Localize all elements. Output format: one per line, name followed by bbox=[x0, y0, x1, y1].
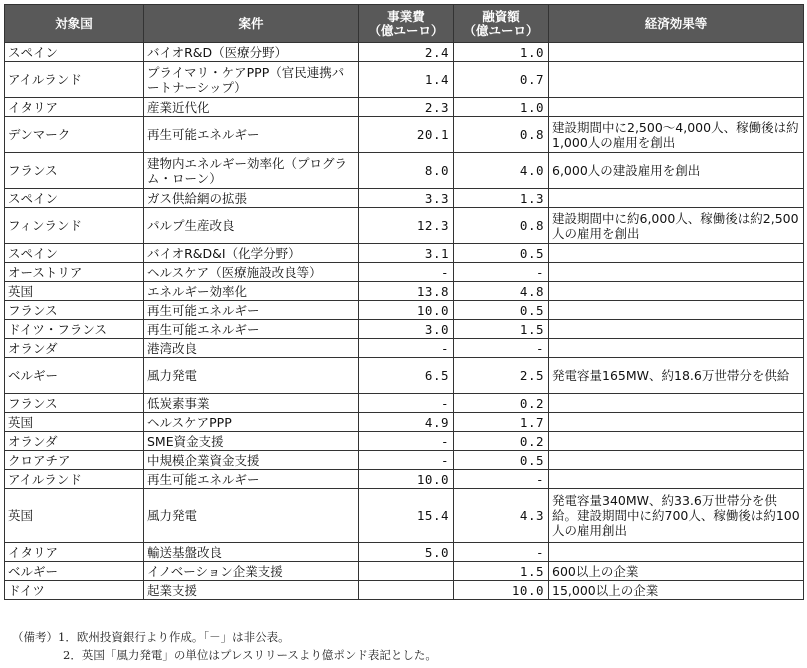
header-project: 案件 bbox=[144, 5, 359, 43]
cell-loan: 0.7 bbox=[454, 62, 549, 98]
cell-effect bbox=[549, 244, 804, 263]
cell-effect bbox=[549, 282, 804, 301]
cell-project: 再生可能エネルギー bbox=[144, 117, 359, 153]
cell-effect bbox=[549, 320, 804, 339]
cell-loan: 4.0 bbox=[454, 153, 549, 189]
table-row bbox=[5, 263, 804, 282]
header-loan-label: 融資額 bbox=[482, 8, 520, 24]
cell-country: 英国 bbox=[5, 413, 144, 432]
cell-loan: 1.5 bbox=[454, 562, 549, 581]
cell-country: ドイツ bbox=[5, 581, 144, 600]
cell-effect bbox=[549, 394, 804, 413]
cell-country: フランス bbox=[5, 301, 144, 320]
cell-loan: 0.2 bbox=[454, 394, 549, 413]
table-row bbox=[5, 562, 804, 581]
cell-loan: 1.0 bbox=[454, 98, 549, 117]
cell-cost: 8.0 bbox=[359, 153, 454, 189]
cell-cost: 12.3 bbox=[359, 208, 454, 244]
cell-loan: - bbox=[454, 263, 549, 282]
header-row bbox=[5, 5, 804, 43]
cell-cost: 3.1 bbox=[359, 244, 454, 263]
cell-effect bbox=[549, 43, 804, 62]
cell-country: スペイン bbox=[5, 244, 144, 263]
cell-loan: 4.3 bbox=[454, 489, 549, 543]
eib-projects-table bbox=[4, 4, 804, 600]
cell-cost: 6.5 bbox=[359, 358, 454, 394]
cell-cost: 3.3 bbox=[359, 189, 454, 208]
table-row bbox=[5, 489, 804, 543]
cell-loan: 0.8 bbox=[454, 117, 549, 153]
cell-country: フランス bbox=[5, 153, 144, 189]
cell-cost bbox=[359, 562, 454, 581]
cell-loan: 4.8 bbox=[454, 282, 549, 301]
cell-project: 起業支援 bbox=[144, 581, 359, 600]
cell-effect bbox=[549, 62, 804, 98]
cell-country: デンマーク bbox=[5, 117, 144, 153]
table-row bbox=[5, 62, 804, 98]
table-row bbox=[5, 282, 804, 301]
cell-cost: 2.4 bbox=[359, 43, 454, 62]
cell-country: 英国 bbox=[5, 489, 144, 543]
cell-country: アイルランド bbox=[5, 470, 144, 489]
cell-loan: 1.0 bbox=[454, 43, 549, 62]
cell-effect bbox=[549, 339, 804, 358]
cell-cost: 1.4 bbox=[359, 62, 454, 98]
cell-project: プライマリ・ケアPPP（官民連携パートナーシップ） bbox=[144, 62, 359, 98]
cell-project: 再生可能エネルギー bbox=[144, 301, 359, 320]
table-row bbox=[5, 394, 804, 413]
header-effect: 経済効果等 bbox=[549, 5, 804, 43]
cell-project: エネルギー効率化 bbox=[144, 282, 359, 301]
cell-project: ヘルスケアPPP bbox=[144, 413, 359, 432]
cell-country: イタリア bbox=[5, 543, 144, 562]
cell-effect: 15,000以上の企業 bbox=[549, 581, 804, 600]
header-loan-unit: （億ユーロ） bbox=[463, 22, 539, 38]
table-row bbox=[5, 301, 804, 320]
cell-country: スペイン bbox=[5, 189, 144, 208]
table-row bbox=[5, 581, 804, 600]
cell-cost: 15.4 bbox=[359, 489, 454, 543]
cell-project: 港湾改良 bbox=[144, 339, 359, 358]
cell-project: 風力発電 bbox=[144, 489, 359, 543]
cell-loan: 0.8 bbox=[454, 208, 549, 244]
header-cost-label: 事業費 bbox=[387, 8, 425, 24]
cell-cost: 4.9 bbox=[359, 413, 454, 432]
table-row bbox=[5, 451, 804, 470]
cell-project: 中規模企業資金支援 bbox=[144, 451, 359, 470]
cell-cost: - bbox=[359, 432, 454, 451]
cell-cost: - bbox=[359, 451, 454, 470]
cell-effect: 建設期間中に約6,000人、稼働後は約2,500人の雇用を創出 bbox=[549, 208, 804, 244]
cell-project: バイオR&D&I（化学分野） bbox=[144, 244, 359, 263]
cell-loan: 10.0 bbox=[454, 581, 549, 600]
table-row bbox=[5, 470, 804, 489]
cell-country: 英国 bbox=[5, 282, 144, 301]
cell-project: 産業近代化 bbox=[144, 98, 359, 117]
note-line-2: 2．英国「風力発電」の単位はプレスリリースより億ポンド表記とした。 bbox=[63, 648, 437, 662]
cell-cost bbox=[359, 581, 454, 600]
cell-effect bbox=[549, 543, 804, 562]
note-line-1: （備考）1．欧州投資銀行より作成。「－」は非公表。 bbox=[12, 630, 290, 644]
cell-project: 建物内エネルギー効率化（プログラム・ローン） bbox=[144, 153, 359, 189]
cell-cost: - bbox=[359, 263, 454, 282]
cell-loan: - bbox=[454, 470, 549, 489]
table-row bbox=[5, 358, 804, 394]
cell-country: アイルランド bbox=[5, 62, 144, 98]
cell-cost: - bbox=[359, 394, 454, 413]
cell-project: ヘルスケア（医療施設改良等） bbox=[144, 263, 359, 282]
cell-cost: 10.0 bbox=[359, 301, 454, 320]
cell-loan: 1.5 bbox=[454, 320, 549, 339]
cell-project: バイオR&D（医療分野） bbox=[144, 43, 359, 62]
cell-project: イノベーション企業支援 bbox=[144, 562, 359, 581]
notes bbox=[12, 628, 437, 664]
cell-cost: 2.3 bbox=[359, 98, 454, 117]
cell-cost: 3.0 bbox=[359, 320, 454, 339]
cell-effect bbox=[549, 451, 804, 470]
table-row bbox=[5, 543, 804, 562]
cell-loan: 0.2 bbox=[454, 432, 549, 451]
header-country: 対象国 bbox=[5, 5, 144, 43]
cell-loan: 0.5 bbox=[454, 451, 549, 470]
cell-effect: 建設期間中に2,500～4,000人、稼働後は約1,000人の雇用を創出 bbox=[549, 117, 804, 153]
table-row bbox=[5, 244, 804, 263]
cell-cost: 20.1 bbox=[359, 117, 454, 153]
cell-effect: 600以上の企業 bbox=[549, 562, 804, 581]
table-row bbox=[5, 413, 804, 432]
cell-effect bbox=[549, 413, 804, 432]
cell-project: 低炭素事業 bbox=[144, 394, 359, 413]
cell-loan: - bbox=[454, 543, 549, 562]
cell-country: フィンランド bbox=[5, 208, 144, 244]
cell-country: イタリア bbox=[5, 98, 144, 117]
cell-loan: - bbox=[454, 339, 549, 358]
cell-country: ベルギー bbox=[5, 358, 144, 394]
header-cost-unit: （億ユーロ） bbox=[368, 22, 444, 38]
cell-project: パルプ生産改良 bbox=[144, 208, 359, 244]
cell-project: 輸送基盤改良 bbox=[144, 543, 359, 562]
cell-country: オーストリア bbox=[5, 263, 144, 282]
cell-effect bbox=[549, 263, 804, 282]
table-body bbox=[5, 43, 804, 600]
cell-country: クロアチア bbox=[5, 451, 144, 470]
table-row bbox=[5, 320, 804, 339]
cell-cost: 13.8 bbox=[359, 282, 454, 301]
cell-effect bbox=[549, 189, 804, 208]
cell-country: フランス bbox=[5, 394, 144, 413]
cell-loan: 2.5 bbox=[454, 358, 549, 394]
cell-country: オランダ bbox=[5, 432, 144, 451]
cell-country: ドイツ・フランス bbox=[5, 320, 144, 339]
cell-project: SME資金支援 bbox=[144, 432, 359, 451]
table-row bbox=[5, 339, 804, 358]
table-row bbox=[5, 153, 804, 189]
table-row bbox=[5, 189, 804, 208]
cell-cost: 10.0 bbox=[359, 470, 454, 489]
table-row bbox=[5, 208, 804, 244]
cell-loan: 0.5 bbox=[454, 244, 549, 263]
cell-effect: 6,000人の建設雇用を創出 bbox=[549, 153, 804, 189]
table-row bbox=[5, 117, 804, 153]
cell-project: ガス供給網の拡張 bbox=[144, 189, 359, 208]
table-row bbox=[5, 98, 804, 117]
cell-effect: 発電容量340MW、約33.6万世帯分を供給。建設期間中に約700人、稼働後は約100人の雇用創出 bbox=[549, 489, 804, 543]
header-cost bbox=[359, 5, 454, 43]
cell-country: スペイン bbox=[5, 43, 144, 62]
cell-cost: - bbox=[359, 339, 454, 358]
cell-effect: 発電容量165MW、約18.6万世帯分を供給 bbox=[549, 358, 804, 394]
cell-project: 再生可能エネルギー bbox=[144, 470, 359, 489]
cell-project: 再生可能エネルギー bbox=[144, 320, 359, 339]
cell-country: オランダ bbox=[5, 339, 144, 358]
cell-loan: 0.5 bbox=[454, 301, 549, 320]
table-row bbox=[5, 432, 804, 451]
header-loan bbox=[454, 5, 549, 43]
cell-effect bbox=[549, 301, 804, 320]
table-row bbox=[5, 43, 804, 62]
cell-loan: 1.3 bbox=[454, 189, 549, 208]
cell-effect bbox=[549, 98, 804, 117]
cell-project: 風力発電 bbox=[144, 358, 359, 394]
cell-country: ベルギー bbox=[5, 562, 144, 581]
cell-effect bbox=[549, 470, 804, 489]
cell-loan: 1.7 bbox=[454, 413, 549, 432]
cell-cost: 5.0 bbox=[359, 543, 454, 562]
cell-effect bbox=[549, 432, 804, 451]
